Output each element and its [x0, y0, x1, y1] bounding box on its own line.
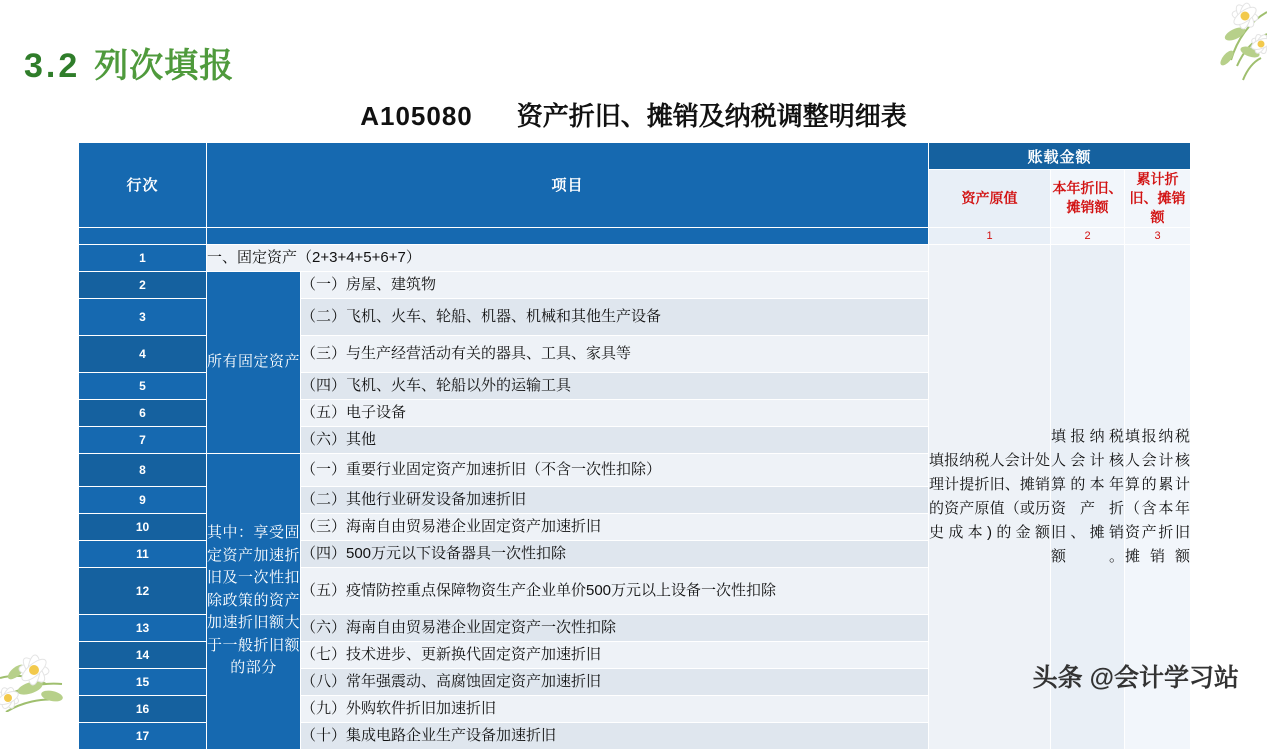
table-header-row-3	[79, 227, 1191, 244]
form-table	[78, 142, 1191, 750]
header-col-accumulated-depreciation: 累计折旧、摊销额	[1125, 170, 1191, 228]
row-no-cell: 1	[79, 244, 207, 271]
section-heading	[24, 38, 234, 87]
row-project-cell: （四）500万元以下设备器具一次性扣除	[301, 540, 929, 567]
value-col-asset-original-value: 填报纳税人会计处理计提折旧、摊销的资产原值（或历史成本)的金额	[929, 244, 1051, 749]
row-project-cell: 一、固定资产（2+3+4+5+6+7）	[207, 244, 929, 271]
row-no-cell: 4	[79, 335, 207, 372]
form-code: A105080	[360, 101, 473, 131]
row-project-cell: （六）海南自由贸易港企业固定资产一次性扣除	[301, 614, 929, 641]
col-number-1: 1	[929, 227, 1051, 244]
row-no-cell: 3	[79, 298, 207, 335]
row-no-cell: 14	[79, 641, 207, 668]
row-no-cell: 9	[79, 486, 207, 513]
value-col-current-year-depreciation: 填报纳税人会计核算的本年资产折旧、摊销额。	[1051, 244, 1125, 749]
row-no-cell: 10	[79, 513, 207, 540]
row-project-cell: （三）与生产经营活动有关的器具、工具、家具等	[301, 335, 929, 372]
flower-decoration-top-right	[1157, 0, 1267, 110]
form-table-container	[78, 142, 1191, 744]
category-all-fixed-assets: 所有固定资产	[207, 271, 301, 453]
header-amount-group: 账载金额	[929, 143, 1191, 170]
row-project-cell: （十）集成电路企业生产设备加速折旧	[301, 722, 929, 749]
section-title: 列次填报	[94, 47, 235, 85]
header-row-no-spacer	[79, 227, 207, 244]
row-project-cell: （七）技术进步、更新换代固定资产加速折旧	[301, 641, 929, 668]
row-project-cell: （一）重要行业固定资产加速折旧（不含一次性扣除）	[301, 453, 929, 486]
category-accelerated-depreciation: 其中：享受固定资产加速折旧及一次性扣除政策的资产加速折旧额大于一般折旧额的部分	[207, 453, 301, 749]
row-project-cell: （二）飞机、火车、轮船、机器、机械和其他生产设备	[301, 298, 929, 335]
col-number-3: 3	[1125, 227, 1191, 244]
row-no-cell: 7	[79, 426, 207, 453]
form-title	[0, 96, 1267, 133]
row-project-cell: （一）房屋、建筑物	[301, 271, 929, 298]
row-no-cell: 16	[79, 695, 207, 722]
row-no-cell: 2	[79, 271, 207, 298]
row-project-cell: （二）其他行业研发设备加速折旧	[301, 486, 929, 513]
row-project-cell: （四）飞机、火车、轮船以外的运输工具	[301, 372, 929, 399]
row-no-cell: 5	[79, 372, 207, 399]
row-no-cell: 8	[79, 453, 207, 486]
table-header-row-1	[79, 143, 1191, 170]
header-row-no: 行次	[79, 143, 207, 228]
row-no-cell: 13	[79, 614, 207, 641]
watermark: 头条 @会计学习站	[1032, 664, 1239, 692]
row-no-cell: 12	[79, 567, 207, 614]
row-project-cell: （五）疫情防控重点保障物资生产企业单价500万元以上设备一次性扣除	[301, 567, 929, 614]
row-project-cell: （三）海南自由贸易港企业固定资产加速折旧	[301, 513, 929, 540]
row-project-cell: （五）电子设备	[301, 399, 929, 426]
row-no-cell: 11	[79, 540, 207, 567]
row-project-cell: （八）常年强震动、高腐蚀固定资产加速折旧	[301, 668, 929, 695]
section-number: 3.2	[24, 47, 81, 85]
header-col-asset-original-value: 资产原值	[929, 170, 1051, 228]
header-project: 项目	[207, 143, 929, 228]
row-project-cell: （六）其他	[301, 426, 929, 453]
col-number-2: 2	[1051, 227, 1125, 244]
row-no-cell: 15	[79, 668, 207, 695]
header-col-current-year-depreciation: 本年折旧、摊销额	[1051, 170, 1125, 228]
header-project-spacer	[207, 227, 929, 244]
value-col-accumulated-depreciation: 填报纳税人会计核算的累计（含本年资产折旧摊销额	[1125, 244, 1191, 749]
table-row	[79, 244, 1191, 271]
form-name: 资产折旧、摊销及纳税调整明细表	[516, 101, 907, 131]
row-project-cell: （九）外购软件折旧加速折旧	[301, 695, 929, 722]
row-no-cell: 6	[79, 399, 207, 426]
row-no-cell: 17	[79, 722, 207, 749]
